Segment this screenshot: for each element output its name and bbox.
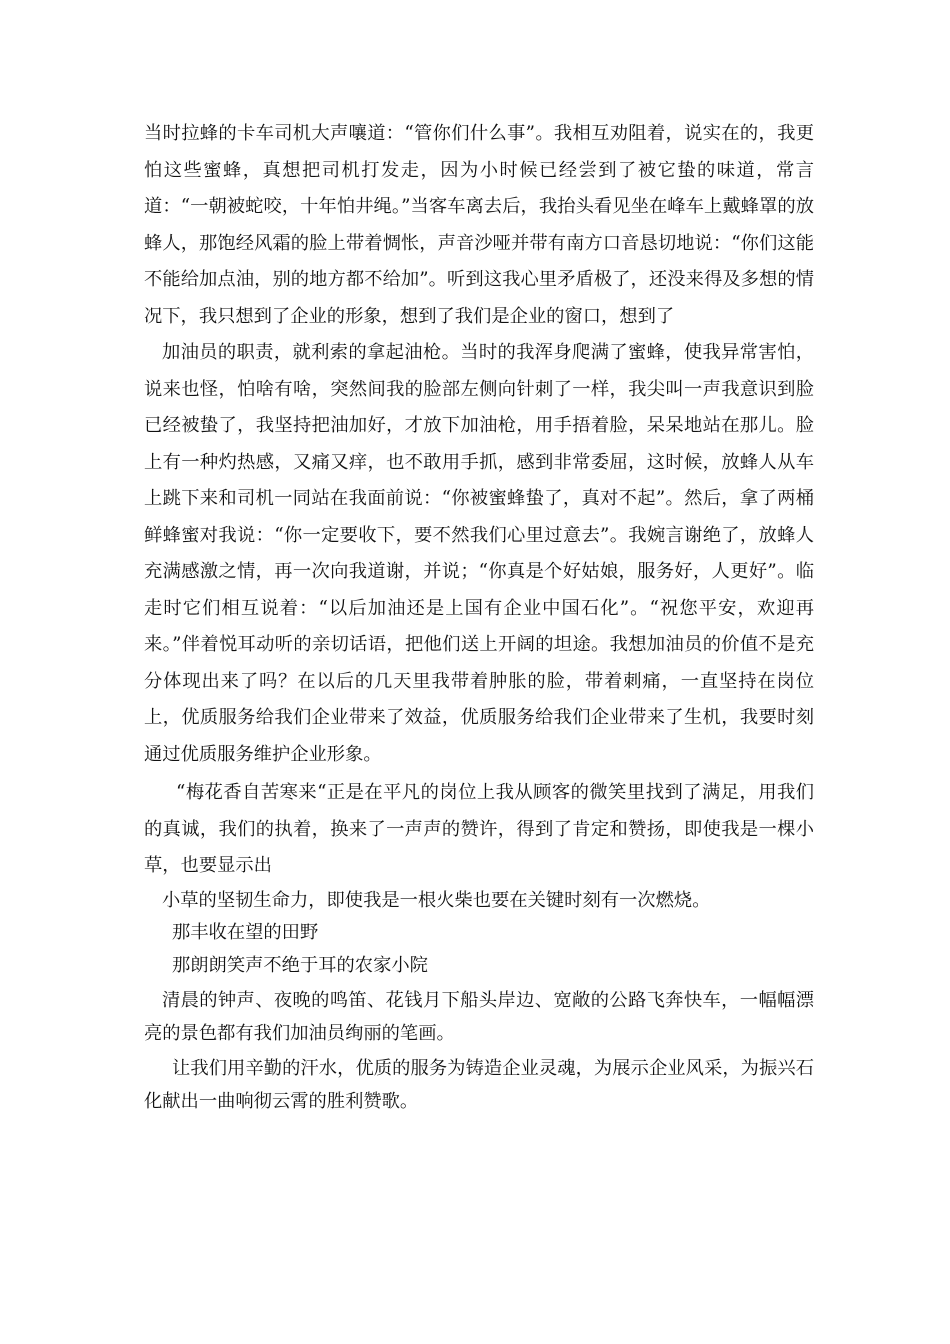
paragraph-3: “梅花香自苦寒来“正是在平凡的岗位上我从顾客的微笑里找到了满足，用我们的真诚，我们的执着，换来了一声声的赞许，得到了肯定和赞扬，即使我是一棵小草，也要显示出 bbox=[144, 782, 814, 876]
paragraph-1: 当时拉蜂的卡车司机大声嚷道：“管你们什么事”。我相互劝阻着，说实在的，我更怕这些蜜蜂，真想把司机打发走，因为小时候已经尝到了被它蛰的味道，常言道：“一朝被蛇咬，十年怕井绳。”当客车离去后，我抬头看见坐在峰车上戴蜂罩的放蜂人，那饱经风霜的脸上带着惆怅，声音沙哑并带有南方口音恳切地说：“你们这能不能给加点油，别的地方都不给加”。听到这我心里矛盾极了，还没来得及多想的情况下，我只想到了企业的形象，想到了我们是企业的窗口，想到了 bbox=[144, 123, 814, 327]
paragraph-8: 让我们用辛勤的汗水，优质的服务为铸造企业灵魂，为展示企业风采，为振兴石化献出一曲响彻云霄的胜利赞歌。 bbox=[144, 1058, 814, 1112]
paragraph-6: 那朗朗笑声不绝于耳的农家小院 bbox=[172, 954, 428, 976]
paragraph-4: 小草的坚韧生命力，即使我是一根火柴也要在关键时刻有一次燃烧。 bbox=[162, 889, 711, 911]
paragraph-2: 加油员的职责，就利索的拿起油枪。当时的我浑身爬满了蜜蜂，使我异常害怕，说来也怪，怕啥有啥，突然间我的脸部左侧向针刺了一样，我尖叫一声我意识到脸已经被蛰了，我坚持把油加好，才放下加油枪，用手捂着脸，呆呆地站在那儿。脸上有一种灼热感，又痛又痒，也不敢用手抓，感到非常委屈，这时候，放蜂人从车上跳下来和司机一同站在我面前说：“你被蜜蜂蛰了，真对不起”。然后，拿了两桶鲜蜂蜜对我说：“你一定要收下，要不然我们心里过意去”。我婉言谢绝了，放蜂人充满感激之情，再一次向我道谢，并说；“你真是个好姑娘，服务好，人更好”。临走时它们相互说着：“以后加油还是上国有企业中国石化”。“祝您平安，欢迎再来。”伴着悦耳动听的亲切话语，把他们送上开阔的坦途。我想加油员的价值不是充分体现出来了吗？在以后的几天里我带着肿胀的脸，带着刺痛，一直坚持在岗位上，优质服务给我们企业带来了效益，优质服务给我们企业带来了生机，我要时刻通过优质服务维护企业形象。 bbox=[144, 342, 814, 765]
paragraph-7: 清晨的钟声、夜晚的鸣笛、花钱月下船头岸边、宽敞的公路飞奔快车，一幅幅漂亮的景色都有我们加油员绚丽的笔画。 bbox=[144, 990, 814, 1044]
paragraph-5: 那丰收在望的田野 bbox=[172, 922, 319, 943]
document-body bbox=[144, 116, 814, 1118]
